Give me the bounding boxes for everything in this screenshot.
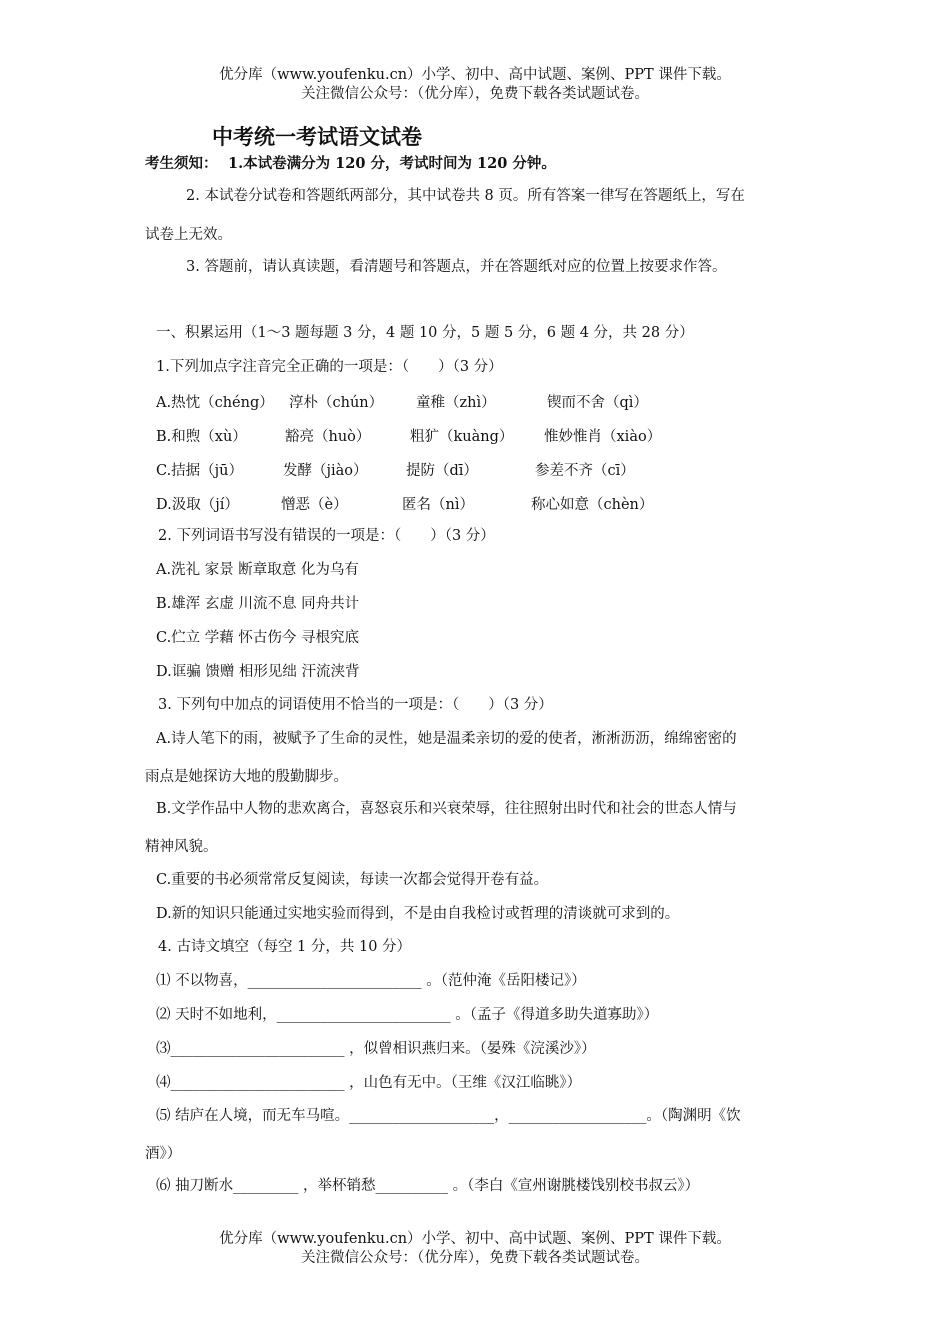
q1-d-4: 称心如意（chèn） [531, 497, 654, 513]
q3-stem: 3. 下列句中加点的词语使用不恰当的一项是：（ ）（3 分） [158, 697, 553, 713]
q2-option-b: B.雄浑 玄虚 川流不息 同舟共计 [156, 596, 360, 612]
q2-option-c: C.伫立 学藉 怀古伤今 寻根究底 [156, 630, 360, 646]
q3-option-b-cont: 精神风貌。 [145, 839, 218, 855]
q1-c-2: 发酵（jiào） [283, 463, 368, 479]
notice-label: 考生须知： [145, 155, 218, 172]
footer-line-2: 关注微信公众号：（优分库），免费下载各类试题试卷。 [301, 1250, 649, 1266]
q3-option-a: A.诗人笔下的雨，被赋予了生命的灵性，她是温柔亲切的爱的使者，淅淅沥沥，绵绵密密的 [156, 731, 737, 747]
q4-line-6: ⑹ 抽刀断水_________ ，举杯销愁__________ 。（李白《宣州谢朓楼饯别校书叔云》） [156, 1178, 700, 1194]
notice-item-2-cont: 试卷上无效。 [145, 227, 232, 243]
q1-c-3: 提防（dī） [406, 463, 478, 479]
section-heading: 一、积累运用（1～3 题每题 3 分，4 题 10 分，5 题 5 分，6 题 4 分，共 28 分） [156, 325, 694, 341]
q1-b-4: 惟妙惟肖（xiào） [544, 429, 662, 445]
q4-line-4: ⑷________________________ ，山色有无中。（王维《汉江临眺》） [156, 1075, 582, 1091]
q4-line-5-cont: 酒》） [145, 1146, 182, 1162]
q4-line-1: ⑴ 不以物喜，________________________ 。（范仲淹《岳阳楼记》） [156, 973, 586, 989]
footer-line-1: 优分库（www.youfenku.cn）小学、初中、高中试题、案例、PPT 课件下载。 [219, 1231, 731, 1247]
header-line-1: 优分库（www.youfenku.cn）小学、初中、高中试题、案例、PPT 课件下载。 [219, 67, 731, 83]
q1-c-1: C.拮据（jū） [156, 463, 244, 479]
q4-line-3: ⑶________________________ ，似曾相识燕归来。（晏殊《浣溪沙》） [156, 1041, 596, 1057]
q1-d-1: D.汲取（jí） [156, 497, 239, 513]
q4-line-5: ⑸ 结庐在人境，而无车马喧。____________________，___________________。（陶渊明《饮 [156, 1108, 741, 1124]
q1-c-4: 参差不齐（cī） [535, 463, 635, 479]
q3-option-a-cont: 雨点是她探访大地的殷勤脚步。 [145, 769, 348, 785]
notice-item-2: 2. 本试卷分试卷和答题纸两部分，其中试卷共 8 页。所有答案一律写在答题纸上，写在 [186, 188, 745, 204]
notice-item-1: 1.本试卷满分为 120 分，考试时间为 120 分钟。 [228, 155, 556, 172]
q1-stem: 1.下列加点字注音完全正确的一项是：（ ）（3 分） [156, 359, 503, 375]
q2-option-d: D.诓骗 馈赠 相形见绌 汗流浃背 [156, 664, 360, 680]
q4-line-2: ⑵ 天时不如地利，________________________ 。（孟子《得道多助失道寡助》） [156, 1007, 659, 1023]
q1-b-2: 豁亮（huò） [285, 429, 371, 445]
q1-a-4: 锲而不舍（qì） [547, 395, 648, 411]
q1-d-2: 憎恶（è） [281, 497, 348, 513]
q3-option-b: B.文学作品中人物的悲欢离合，喜怒哀乐和兴衰荣辱，往往照射出时代和社会的世态人情与 [156, 801, 737, 817]
q2-stem: 2. 下列词语书写没有错误的一项是：（ ）（3 分） [158, 528, 495, 544]
exam-title: 中考统一考试语文试卷 [212, 124, 422, 149]
notice-item-3: 3. 答题前，请认真读题，看清题号和答题点，并在答题纸对应的位置上按要求作答。 [186, 259, 727, 275]
q1-b-1: B.和煦（xù） [156, 429, 247, 445]
q1-b-3: 粗犷（kuàng） [410, 429, 514, 445]
q1-a-3: 童稚（zhì） [416, 395, 496, 411]
header-line-2: 关注微信公众号：（优分库），免费下载各类试题试卷。 [301, 86, 649, 102]
q3-option-d: D.新的知识只能通过实地实验而得到，不是由自我检讨或哲理的清谈就可求到的。 [156, 906, 680, 922]
q3-option-c: C.重要的书必须常常反复阅读，每读一次都会觉得开卷有益。 [156, 872, 549, 888]
q2-option-a: A.洗礼 家景 断章取意 化为乌有 [156, 562, 359, 578]
q1-a-2: 淳朴（chún） [289, 395, 384, 411]
q1-a-1: A.热忱（chéng） [156, 395, 274, 411]
q4-stem: 4. 古诗文填空（每空 1 分，共 10 分） [158, 939, 412, 955]
q1-d-3: 匿名（nì） [402, 497, 474, 513]
